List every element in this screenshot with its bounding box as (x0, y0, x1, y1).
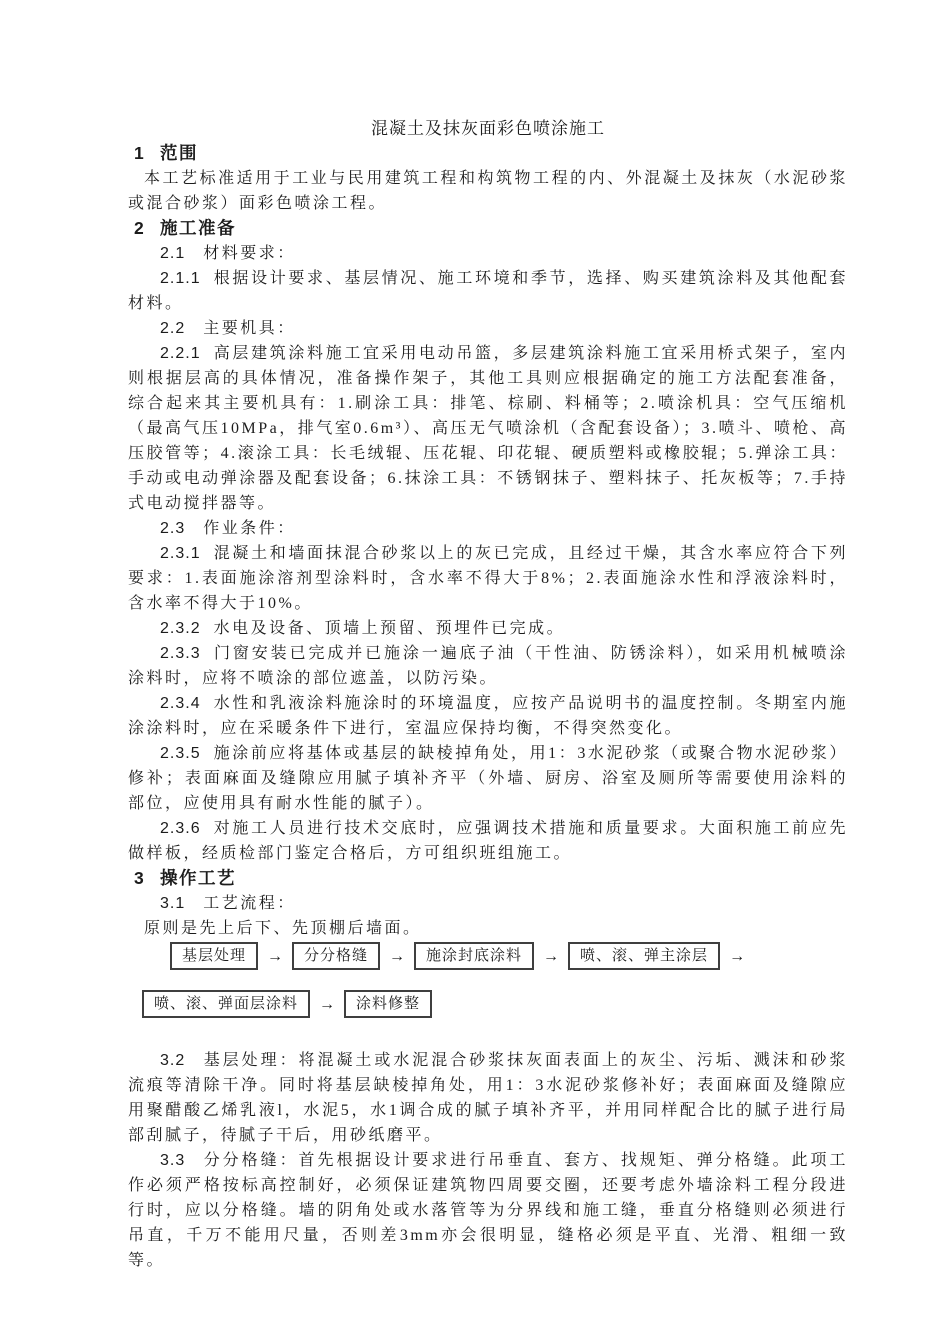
flow-arrow-icon: → (543, 947, 560, 965)
flow-arrow-icon: → (389, 947, 406, 965)
item-number-2-3-4: 2.3.4 (160, 695, 201, 712)
item-number-2-3-6: 2.3.6 (160, 820, 201, 837)
paragraph-2-3-6 (128, 816, 848, 866)
item-text-2-3-4: 水性和乳液涂料施涂时的环境温度，应按产品说明书的温度控制。冬期室内施涂涂料时，应在采暖条件下进行，室温应保持均衡，不得突然变化。 (128, 695, 848, 737)
flowchart-row-1 (170, 942, 848, 970)
item-number-3-2: 3.2 (160, 1052, 186, 1069)
item-number-2-3-1: 2.3.1 (160, 545, 201, 562)
item-text-2-1-1: 根据设计要求、基层情况、施工环境和季节，选择、购买建筑涂料及其他配套材料。 (128, 270, 848, 312)
item-text-2-3-2: 水电及设备、顶墙上预留、预埋件已完成。 (213, 620, 566, 637)
item-text-2-3-6: 对施工人员进行技术交底时，应强调技术措施和质量要求。大面积施工前应先做样板，经质检部门鉴定合格后，方可组织班组施工。 (128, 820, 848, 862)
item-number-2-1: 2.1 (160, 245, 186, 262)
item-number-2-2-1: 2.2.1 (160, 345, 201, 362)
item-text-3-2: 基层处理：将混凝土或水泥混合砂浆抹灰面表面上的灰尘、污垢、溅沫和砂浆流痕等清除干净。同时将基层缺棱掉角处，用1：3水泥砂浆修补好；表面麻面及缝隙应用聚醋酸乙烯乳液l，水泥5，水1调合成的腻子填补齐平，并用同样配合比的腻子进行局部刮腻子，待腻子干后，用砂纸磨平。 (128, 1052, 848, 1144)
paragraph-2-1-1 (128, 266, 848, 316)
item-number-3-3: 3.3 (160, 1152, 186, 1169)
document-title: 混凝土及抹灰面彩色喷涂施工 (371, 119, 605, 138)
section-1-heading (134, 141, 848, 166)
item-number-2-3-3: 2.3.3 (160, 645, 201, 662)
item-number-2-3-2: 2.3.2 (160, 620, 201, 637)
item-text-3-1: 工艺流程： (203, 895, 296, 912)
section-3-label: 操作工艺 (160, 868, 236, 888)
item-text-3-3: 分分格缝：首先根据设计要求进行吊垂直、套方、找规矩、弹分格缝。此项工作必须严格按标高控制好，必须保证建筑物四周要交圈，还要考虑外墙涂料工程分段进行时，应以分格缝。墙的阴角处或水落管等为分界线和施工缝，垂直分格缝则必须进行吊直，千万不能用尺量，否则差3mm亦会很明显，缝格必须是平直、光滑、粗细一致等。 (128, 1152, 848, 1269)
item-text-2-3-1: 混凝土和墙面抹混合砂浆以上的灰已完成，且经过干燥，其含水率应符合下列要求：1.表面施涂溶剂型涂料时，含水率不得大于8%；2.表面施涂水性和浮液涂料时，含水率不得大于10%。 (128, 545, 848, 612)
paragraph-2-3-5 (128, 741, 848, 816)
paragraph-2-3-4 (128, 691, 848, 741)
flow-step-primer-coat: 施涂封底涂料 (414, 942, 534, 970)
paragraph-principle: 原则是先上后下、先顶棚后墙面。 (144, 920, 422, 937)
flow-step-base-treatment: 基层处理 (170, 942, 258, 970)
flow-arrow-icon: → (267, 947, 284, 965)
document-content (128, 116, 848, 1273)
item-text-2-2: 主要机具： (203, 320, 296, 337)
item-number-2-2: 2.2 (160, 320, 186, 337)
item-number-2-1-1: 2.1.1 (160, 270, 201, 287)
paragraph-2-2-1 (128, 341, 848, 516)
section-1-number: 1 (134, 143, 144, 163)
paragraph-3-2 (128, 1048, 848, 1148)
item-text-2-3: 作业条件： (203, 520, 296, 537)
paragraph-2-3 (128, 516, 848, 541)
item-number-2-3-5: 2.3.5 (160, 745, 201, 762)
paragraph-2-1 (128, 241, 848, 266)
section-3-number: 3 (134, 868, 144, 888)
flow-arrow-icon: → (729, 947, 746, 965)
item-text-2-3-5: 施涂前应将基体或基层的缺棱掉角处，用1：3水泥砂浆（或聚合物水泥砂浆）修补；表面麻面及缝隙应用腻子填补齐平（外墙、厨房、浴室及厕所等需要使用涂料的部位，应使用具有耐水性能的腻子）。 (128, 745, 848, 812)
paragraph-3-1 (128, 891, 848, 916)
paragraph-3-3 (128, 1148, 848, 1273)
item-text-2-2-1: 高层建筑涂料施工宜采用电动吊篮，多层建筑涂料施工宜采用桥式架子，室内则根据层高的具体情况，准备操作架子，其他工具则应根据确定的施工方法配套准备，综合起来其主要机具有：1.刷涂工具：排笔、棕刷、料桶等；2.喷涂机具：空气压缩机（最高气压10MPa，排气室0.6m³）、高压无气喷涂机（含配套设备）；3.喷斗、喷枪、高压胶管等；4.滚涂工具：长毛绒辊、压花辊、印花辊、硬质塑料或橡胶辊；5.弹涂工具：手动或电动弹涂器及配套设备；6.抹涂工具：不锈钢抹子、塑料抹子、托灰板等；7.手持式电动搅拌器等。 (128, 345, 848, 512)
paragraph-2-3-3 (128, 641, 848, 691)
section-1-label: 范围 (160, 143, 198, 163)
flow-step-main-coat: 喷、滚、弹主涂层 (568, 942, 720, 970)
section-2-heading (134, 216, 848, 241)
flow-step-dividing-joints: 分分格缝 (292, 942, 380, 970)
section-2-label: 施工准备 (160, 218, 236, 238)
flowchart-row-2 (142, 990, 848, 1018)
item-number-2-3: 2.3 (160, 520, 186, 537)
section-3-heading (134, 866, 848, 891)
paragraph-2-2 (128, 316, 848, 341)
item-text-2-1: 材料要求： (203, 245, 296, 262)
paragraph-2-3-1 (128, 541, 848, 616)
item-number-3-1: 3.1 (160, 895, 186, 912)
flow-step-coating-repair: 涂料修整 (344, 990, 432, 1018)
paragraph-2-3-2 (128, 616, 848, 641)
item-text-2-3-3: 门窗安装已完成并已施涂一遍底子油（干性油、防锈涂料），如采用机械喷涂涂料时，应将不喷涂的部位遮盖，以防污染。 (128, 645, 848, 687)
flow-step-surface-coat: 喷、滚、弹面层涂料 (142, 990, 310, 1018)
paragraph-scope: 本工艺标准适用于工业与民用建筑工程和构筑物工程的内、外混凝土及抹灰（水泥砂浆或混合砂浆）面彩色喷涂工程。 (128, 170, 848, 212)
flow-arrow-icon: → (319, 995, 336, 1013)
section-2-number: 2 (134, 218, 144, 238)
